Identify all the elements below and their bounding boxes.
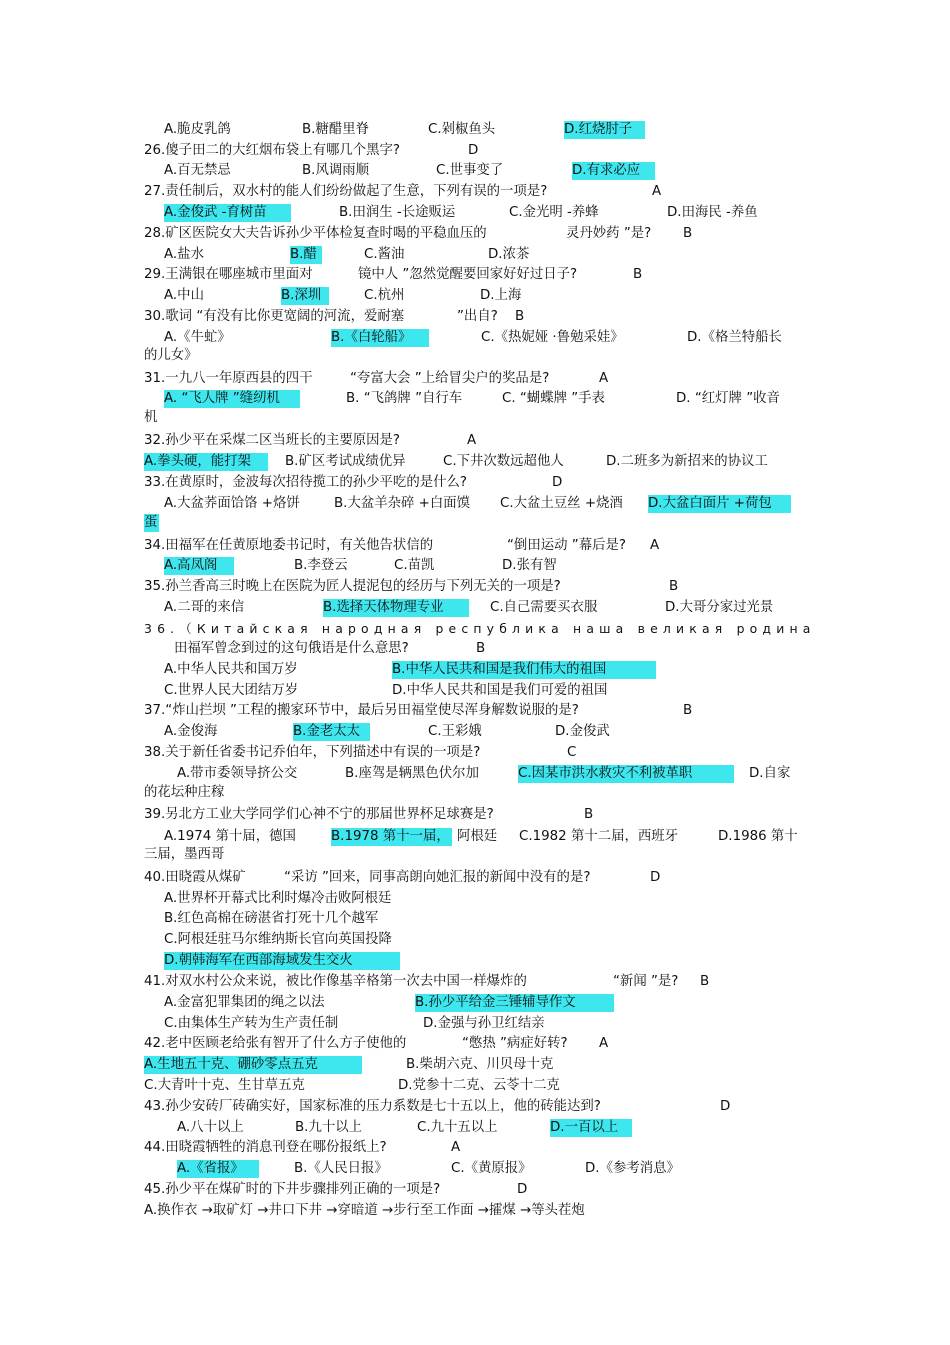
option-c: C.酱油	[364, 247, 405, 262]
option-d-cont-highlighted: 蛋	[144, 515, 158, 530]
option-b: B.座驾是辆黑色伏尔加	[345, 766, 479, 781]
question-31: 31.一九八一年原西县的四干	[144, 371, 313, 386]
option-b: B.柴胡六克、川贝母十克	[406, 1057, 554, 1072]
option-c: C.大盆土豆丝 +烧酒	[500, 496, 623, 511]
option-b: B.风调雨顺	[302, 163, 370, 178]
option-d: D.田海民 -养鱼	[667, 205, 758, 220]
answer-37: B	[683, 703, 693, 718]
question-37: 37.“炸山拦坝 ”工程的搬家环节中，最后另田福堂使尽浑身解数说服的是?	[144, 703, 579, 718]
option-b: B.糖醋里脊	[302, 122, 370, 137]
question-28-cont: 灵丹妙药 ”是?	[566, 226, 652, 241]
option-a: A.盐水	[164, 247, 204, 262]
option-a: A.百无禁忌	[164, 163, 231, 178]
question-27: 27.责任制后，双水村的能人们纷纷做起了生意，下列有误的一项是?	[144, 184, 548, 199]
question-42-cont: “憋热 ”病症好转?	[462, 1036, 568, 1051]
question-40: 40.田晓霞从煤矿	[144, 870, 246, 885]
option-b-cont: 阿根廷	[457, 829, 498, 844]
option-d-highlighted: D.朝韩海军在西部海域发生交火	[164, 952, 400, 970]
question-40-cont: “采访 ”回来，同事高朗向她汇报的新闻中没有的是?	[284, 870, 591, 885]
option-b: B.红色高棉在磅湛省打死十几个越军	[164, 911, 379, 926]
option-d-cont: 机	[144, 410, 158, 425]
option-b: B.李登云	[294, 558, 348, 573]
option-b-highlighted: B.《白轮船》	[331, 329, 429, 347]
option-a: A.世界杯开幕式比利时爆冷击败阿根廷	[164, 891, 392, 906]
option-a: A.金俊海	[164, 724, 218, 739]
option-a-highlighted: A. “飞人牌 ”缝纫机	[164, 390, 300, 408]
question-42: 42.老中医顾老给张有智开了什么方子使他的	[144, 1036, 407, 1051]
question-38: 38.关于新任省委书记乔伯年，下列描述中有误的一项是?	[144, 745, 481, 760]
question-26: 26.傻子田二的大红烟布袋上有哪几个黑字?	[144, 143, 401, 158]
option-a-highlighted: A.生地五十克、硼砂零点五克	[144, 1056, 362, 1074]
option-a: A.《牛虻》	[164, 330, 231, 345]
option-b: B.矿区考试成绩优异	[285, 454, 406, 469]
question-32: 32.孙少平在采煤二区当班长的主要原因是?	[144, 433, 401, 448]
question-45: 45.孙少平在煤矿时的下井步骤排列正确的一项是?	[144, 1182, 441, 1197]
option-a: A.金富犯罪集团的绳之以法	[164, 995, 325, 1010]
question-34-cont: “倒田运动 ”幕后是?	[507, 538, 626, 553]
option-b-highlighted: B.选择天体物理专业	[323, 599, 469, 617]
option-b-highlighted: B.醋	[290, 246, 322, 264]
option-d: D.浓茶	[488, 247, 530, 262]
option-d: D. “红灯牌 ”收音	[676, 391, 780, 406]
question-44: 44.田晓霞牺牲的消息刊登在哪份报纸上?	[144, 1140, 387, 1155]
option-b-highlighted: B.中华人民共和国是我们伟大的祖国	[392, 661, 656, 679]
question-28: 28.矿区医院女大夫告诉孙少平体检复查时喝的平稳血压的	[144, 226, 487, 241]
answer-29: B	[633, 267, 643, 282]
answer-45: D	[517, 1182, 528, 1197]
answer-40: D	[650, 870, 661, 885]
option-c: C.世界人民大团结万岁	[164, 683, 299, 698]
answer-31: A	[599, 371, 609, 386]
answer-36: B	[476, 641, 486, 656]
option-d-cont: 的花坛种庄稼	[144, 785, 225, 800]
question-30: 30.歌词 “有没有比你更宽阔的河流，爱耐塞	[144, 309, 405, 324]
question-36: 36.（Китайская народная республика наша великая родина	[144, 621, 816, 636]
option-c: C.阿根廷驻马尔维纳斯长官向英国投降	[164, 932, 392, 947]
option-b-highlighted: B.深圳	[281, 287, 329, 305]
option-b: B.田润生 -长途贩运	[339, 205, 456, 220]
option-d: D.张有智	[502, 558, 557, 573]
option-d: D.金强与孙卫红结亲	[423, 1016, 545, 1031]
question-29-cont: 镜中人 ”忽然觉醒要回家好好过日子?	[358, 267, 578, 282]
option-a: A.大盆荞面饸饹 +烙饼	[164, 496, 300, 511]
answer-26: D	[468, 143, 479, 158]
answer-30: B	[515, 309, 525, 324]
question-30-cont: ”出自?	[457, 309, 498, 324]
answer-44: A	[451, 1140, 461, 1155]
option-b: B.九十以上	[295, 1120, 363, 1135]
option-a: A.二哥的来信	[164, 600, 245, 615]
option-d: D.上海	[480, 288, 522, 303]
option-d-highlighted: D.有求必应	[572, 162, 655, 180]
answer-34: A	[650, 538, 660, 553]
answer-43: D	[720, 1099, 731, 1114]
question-34: 34.田福军在任黄原地委书记时，有关他告状信的	[144, 538, 434, 553]
option-b: B.《人民日报》	[294, 1161, 388, 1176]
answer-33: D	[552, 475, 563, 490]
option-b-highlighted: B.孙少平给金三锤辅导作文	[415, 994, 614, 1012]
option-d: D.二班多为新招来的协议工	[606, 454, 768, 469]
answer-38: C	[567, 745, 577, 760]
option-c: C.王彩娥	[428, 724, 482, 739]
option-c: C.自己需要买衣服	[490, 600, 598, 615]
option-a: A.换作衣 →取矿灯 →井口下井 →穿暗道 →步行至工作面 →攉煤 →等头茬炮	[144, 1203, 585, 1218]
option-d-cont: 的儿女》	[144, 348, 198, 363]
option-c-highlighted: C.因某市洪水救灾不利被革职	[518, 765, 734, 783]
option-c: C.《热妮娅 ·鲁勉采娃》	[481, 330, 624, 345]
option-d: D.《参考消息》	[585, 1161, 680, 1176]
question-29: 29.王满银在哪座城市里面对	[144, 267, 313, 282]
option-c: C.苗凯	[394, 558, 435, 573]
option-a-highlighted: A.拳头硬，能打架	[144, 453, 268, 471]
option-d: D.大哥分家过光景	[665, 600, 774, 615]
option-b-highlighted: B.金老太太	[293, 723, 370, 741]
option-d: D.中华人民共和国是我们可爱的祖国	[392, 683, 608, 698]
option-d-highlighted: D.大盆白面片 +荷包	[648, 495, 791, 513]
option-c: C.杭州	[364, 288, 405, 303]
option-c: C.《黄原报》	[451, 1161, 532, 1176]
option-a-highlighted: A.高凤阁	[164, 557, 234, 575]
option-c: C.世事变了	[436, 163, 504, 178]
option-a: A.脆皮乳鸽	[164, 122, 231, 137]
option-a: A.带市委领导挤公交	[177, 766, 298, 781]
option-d: D.党参十二克、云苓十二克	[398, 1078, 560, 1093]
answer-27: A	[652, 184, 662, 199]
option-a: A.八十以上	[177, 1120, 244, 1135]
option-d: D.《格兰特船长	[687, 330, 782, 345]
option-a: A.1974 第十届，德国	[164, 829, 296, 844]
answer-32: A	[467, 433, 477, 448]
option-c: C.金光明 -养蜂	[509, 205, 599, 220]
answer-39: B	[584, 807, 594, 822]
option-b-highlighted: B.1978 第十一届，	[331, 828, 452, 846]
option-a-highlighted: A.《省报》	[177, 1160, 259, 1178]
option-c: C.剁椒鱼头	[428, 122, 496, 137]
option-a: A.中山	[164, 288, 204, 303]
option-c: C.九十五以上	[417, 1120, 498, 1135]
question-36-cont: 田福军曾念到过的这句俄语是什么意思?	[174, 641, 409, 656]
answer-28: B	[683, 226, 693, 241]
question-35: 35.孙兰香高三时晚上在医院为匠人提泥包的经历与下列无关的一项是?	[144, 579, 561, 594]
answer-35: B	[669, 579, 679, 594]
option-b: B. “飞鸽牌 ”自行车	[346, 391, 463, 406]
option-d-cont: 三届，墨西哥	[144, 847, 225, 862]
option-a: A.中华人民共和国万岁	[164, 662, 298, 677]
option-d: D.金俊武	[555, 724, 610, 739]
option-c: C.大青叶十克、生甘草五克	[144, 1078, 305, 1093]
question-41-cont: “新闻 ”是?	[613, 974, 679, 989]
answer-42: A	[599, 1036, 609, 1051]
option-d-highlighted: D.一百以上	[550, 1119, 632, 1137]
answer-41: B	[700, 974, 710, 989]
option-d: D.1986 第十	[718, 829, 798, 844]
option-c: C.由集体生产转为生产责任制	[164, 1016, 339, 1031]
question-33: 33.在黄原时，金波每次招待揽工的孙少平吃的是什么?	[144, 475, 467, 490]
option-a-highlighted: A.金俊武 -育树苗	[164, 204, 291, 222]
question-43: 43.孙少安砖厂砖确实好，国家标准的压力系数是七十五以上，他的砖能达到?	[144, 1099, 601, 1114]
question-31-cont: “夸富大会 ”上给冒尖户的奖品是?	[350, 371, 550, 386]
option-c: C. “蝴蝶牌 ”手表	[502, 391, 605, 406]
option-c: C.1982 第十二届，西班牙	[519, 829, 679, 844]
option-d: D.自家	[749, 766, 791, 781]
option-d-highlighted: D.红烧肘子	[564, 121, 645, 139]
option-b: B.大盆羊杂碎 +白面馍	[334, 496, 471, 511]
question-39: 39.另北方工业大学同学们心神不宁的那届世界杯足球赛是?	[144, 807, 494, 822]
question-41: 41.对双水村公众来说，被比作像基辛格第一次去中国一样爆炸的	[144, 974, 527, 989]
option-c: C.下井次数远超他人	[443, 454, 564, 469]
